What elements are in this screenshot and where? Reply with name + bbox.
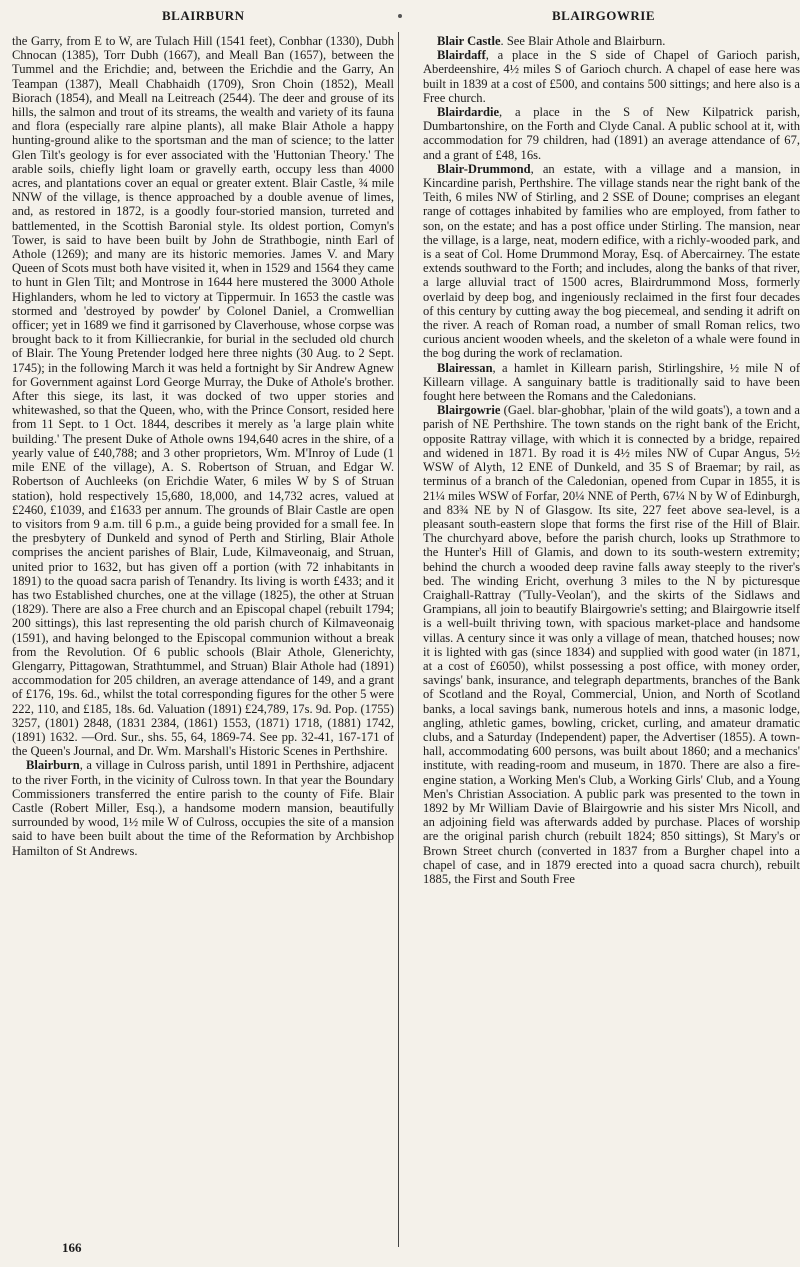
entry-text: (Gael. blar-ghobhar, 'plain of the wild goats'), a town and a parish of NE Perthshire. The town stands on the right bank of the Ericht, opposite Rattray village, with which it is connected by a bridge, repaired and widened in 1871. By road it is 4½ miles NW of Cupar Angus, 5½ WSW of Alyth, 12 ENE of Dunkeld, and 35 S of Braemar; by rail, as terminus of a branch of the Caledonian, opened from Cupar in 1855, it is 21¼ miles WSW of Forfar, 20¼ NNE of Perth, 67¼ N by W of Edinburgh, and 83¾ NE by N of Glasgow. Its site, 227 feet above sea-level, is a pleasant south-eastern slope that forms the first rise of the Hill of Blair. The churchyard above, before the parish church, looks up Strathmore to the Hunter's Hill of Glamis, and down to its south-western extremity; behind the church a wooded deep ravine falls away steeply to the river's bed. The winding Ericht, overhung 3 miles to the N by picturesque Craighall-Rattray ('Tully-Veolan'), and the skirts of the Sidlaws and Grampians, all join to beautify Blairgowrie's setting; and Blairgowrie itself is a well-built thriving town, with spacious market-place and handsome villas. A century since it was only a village of mean, thatched houses; now it is lighted with gas (since 1834) and supplied with good water (in 1871, at a cost of £6050), whilst possessing a post office, with money order, savings' bank, insurance, and telegraph departments, branches of the Bank of Scotland and the Royal, Commercial, Union, and North of Scotland banks, a local savings bank, numerous hotels and inns, a masonic lodge, angling, athletic games, bowling, cricket, curling, and amateur dramatic clubs, and a Saturday (Independent) paper, the Advertiser (1855). A town-hall, accommodating 600 persons, was built about 1860; and a mechanics' institute, with reading-room and museum, in 1870. There are also a fire-engine station, a Working Men's Club, a Working Girls' Club, and a Young Men's Christian Association. A public park was presented to the town in 1892 by Mr William Davie of Blairgowrie and his sister Mrs Nicoll, and an adjoining field was afterwards added by purchase. Places of worship are the original parish church (rebuilt 1824; 850 sittings), St Mary's or Brown Street church (converted in 1837 from a Burgher chapel into a chapel of case, and in 1879 erected into a quoad sacra church), rebuilt 1885, the First and South Free	[423, 403, 800, 886]
entry-text: , a place in the S side of Chapel of Garioch parish, Aberdeenshire, 4½ miles S of Garioch church. A chapel of ease here was built in 1839 at a cost of £500, and contains 500 sittings; and here also is a Free church.	[423, 48, 800, 105]
entry-paragraph	[423, 361, 800, 404]
entry-headword: Blair-Drummond	[437, 161, 531, 176]
entry-text: , a place in the S of New Kilpatrick parish, Dumbartonshire, on the Forth and Clyde Canal. A public school at it, with accommodation for 79 children, had (1891) an average attendance of 67, and a grant of £48, 16s.	[423, 105, 800, 162]
entry-headword: Blairburn	[26, 758, 80, 773]
running-header-right: BLAIRGOWRIE	[552, 8, 656, 23]
entry-text: , an estate, with a village and a mansion, in Kincardine parish, Perthshire. The village stands near the right bank of the Teith, 6 miles NW of Stirling, and 2 SSE of Doune; comprises an elegant range of cottages inhabited by families who are employed, from father to son, on the estate; and has a post office under Stirling. The mansion, near the village, is a large, neat, modern edifice, with a richly-wooded park, and is a seat of Col. Home Drummond Moray, Esq. of Abercairney. The estate extends southward to the Forth; and includes, along the banks of that river, a large alluvial tract of 1500 acres, Blairdrummond Moss, formerly overlaid by deep bog, and ingeniously reclaimed in the first four decades of this century by cutting away the bog piecemeal, and sending it adrift on the river. A reach of Roman road, a number of small Roman relics, two curious ancient wooden wheels, and the skeleton of a whale were found in the bog during the work of reclamation.	[423, 161, 800, 361]
running-header-left: BLAIRBURN	[162, 8, 245, 23]
entry-headword: Blairdaff	[437, 48, 486, 63]
page-number: 166	[62, 1240, 82, 1255]
entry-headword: Blairdardie	[437, 105, 500, 120]
entry-paragraph	[423, 105, 800, 162]
entry-paragraph	[12, 34, 394, 758]
entry-paragraph	[423, 162, 800, 361]
text-columns	[12, 34, 800, 1249]
column-divider	[398, 32, 399, 1247]
running-headers	[12, 6, 790, 24]
entry-text: , a village in Culross parish, until 1891 in Perthshire, adjacent to the river Forth, in the vicinity of Culross town. In that year the Boundary Commissioners transferred the entire parish to the county of Fife. Blair Castle (Robert Miller, Esq.), a handsome modern mansion, beautifully surrounded by wood, 1½ mile W of Culross, occupies the site of a mansion said to have been built about the time of the Reformation by Archbishop Hamilton of St Andrews.	[12, 758, 394, 858]
entry-paragraph	[423, 403, 800, 886]
entry-text: , a hamlet in Killearn parish, Stirlingshire, ½ mile N of Killearn village. A sanguinary battle is traditionally said to have been fought here between the Romans and the Caledonians.	[423, 360, 800, 404]
entry-text: the Garry, from E to W, are Tulach Hill (1541 feet), Conbhar (1330), Dubh Chnocan (1385), Torr Dubh (1667), and Meall Ban (1657), between the Tummel and the Erichdie; and, between the Erichdie and the Garry, An Teampan (1387), Meall Chabhaidh (1709), Sron Choin (1852), Meall Biorach (1854), and Meall na Leitreach (2544). The deer and grouse of its hills, the salmon and trout of its streams, the wealth and variety of its fauna and flora (especially rare alpine plants), all make Blair Athole a happy hunting-ground alike to the sportsman and the man of science; to the latter Glen Tilt's geology is for ever associated with the 'Huttonian Theory.' The arable soils, chiefly light loam or gravelly earth, occupy less than 4000 acres, and plantations cover an equal or greater extent. Blair Castle, ¾ mile NNW of the village, is thence approached by a double avenue of limes, and, as restored in 1872, is a goodly four-storied mansion, turreted and battlemented, in the Scottish Baronial style. Its oldest portion, Comyn's Tower, is said to have been built by John de Strathbogie, ninth Earl of Athole (1269); and many are its historic memories. James V. and Mary Queen of Scots must both have visited it, when in 1529 and 1564 they came to hunt in Glen Tilt; and Montrose in 1644 here mustered the 3000 Athole Highlanders, whom he led to victory at Tippermuir. In 1653 the castle was stormed and 'destroyed by powder' by Colonel Daniel, a Cromwellian officer; yet in 1689 we find it garrisoned by Claverhouse, whose corpse was brought back to it from Killiecrankie, for burial in the secluded old church of Blair. The Young Pretender lodged here three nights (30 Aug. to 2 Sept. 1745); in the following March it was held a fortnight by Sir Andrew Agnew for Government against Lord George Murray, the Duke of Athole's brother. After this siege, its last, it was docked of two upper stories and whitewashed, so that the Queen, who, with the Prince Consort, resided here from 11 Sept. to 1 Oct. 1844, describes it merely as 'a large plain white building.' The present Duke of Athole owns 194,640 acres in the shire, of a yearly value of £40,788; and 3 other proprietors, Wm. M'Inroy of Lude (1 mile ENE of the village), A. S. Robertson of Struan, and Edgar W. Robertson of Auchleeks (on Erichdie Water, 6 miles W by S of Struan station), hold respectively 15,680, 18,000, and 14,732 acres, valued at £2460, £1039, and £1633 per annum. The grounds of Blair Castle are open to visitors from 9 a.m. till 6 p.m., a guide being provided for a small fee. In the presbytery of Dunkeld and synod of Perth and Stirling, Blair Athole comprises the ancient parishes of Blair, Lude, Kilmaveonaig, and Struan, united prior to 1632, but has given off a portion (with 72 inhabitants in 1891) to the quoad sacra parish of Tenandry. Its living is worth £433; and it has two Established churches, one at the village (1825), the other at Struan (1829). There are also a Free church and an Episcopal chapel (rebuilt 1794; 200 sittings), this last representing the old parish church of Kilmaveonaig (1591), and having belonged to the Episcopal communion without a break from the Revolution. Of 6 public schools (Blair Athole, Glenerichty, Glengarry, Pittagowan, Strathtummel, and Struan) Blair Athole had (1891) accommodation for 205 children, an average attendance of 149, and a grant of £176, 19s. 6d., whilst the total corresponding figures for the other 5 were 222, 110, and £185, 18s. 6d. Valuation (1891) £24,789, 17s. 9d. Pop. (1755) 3257, (1801) 2848, (1831 2384, (1861) 1553, (1871) 1718, (1881) 1742, (1891) 1632. —Ord. Sur., shs. 55, 64, 1869-74. See pp. 32-41, 167-171 of the Queen's Journal, and Dr. Wm. Marshall's Historic Scenes in Perthshire.	[12, 34, 394, 759]
right-column	[423, 34, 800, 1249]
entry-headword: Blairessan	[437, 360, 493, 375]
entry-text: . See Blair Athole and Blairburn.	[500, 34, 666, 48]
header-ornament	[398, 14, 402, 18]
entry-paragraph	[12, 758, 394, 857]
entry-paragraph	[423, 34, 800, 48]
entry-paragraph	[423, 48, 800, 105]
left-column	[12, 34, 394, 1249]
entry-headword: Blairgowrie	[437, 403, 501, 418]
entry-headword: Blair Castle	[437, 34, 501, 48]
